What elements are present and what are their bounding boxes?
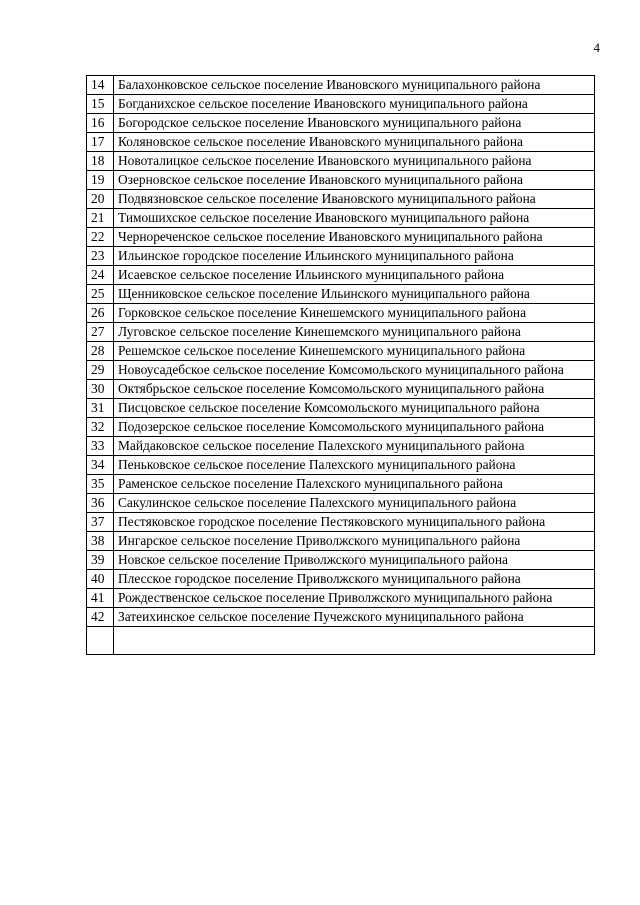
row-number: 40: [87, 570, 114, 589]
settlement-name: Плесское городское поселение Приволжского муниципального района: [114, 570, 595, 589]
table-row: [87, 285, 595, 304]
row-number: 31: [87, 399, 114, 418]
table-row: [87, 532, 595, 551]
settlement-name: Раменское сельское поселение Палехского муниципального района: [114, 475, 595, 494]
row-number: 28: [87, 342, 114, 361]
settlement-name: Новское сельское поселение Приволжского муниципального района: [114, 551, 595, 570]
settlement-name: Новоталицкое сельское поселение Ивановского муниципального района: [114, 152, 595, 171]
table-row: [87, 76, 595, 95]
row-number: 24: [87, 266, 114, 285]
settlement-name: Новоусадебское сельское поселение Комсомольского муниципального района: [114, 361, 595, 380]
settlement-name: Писцовское сельское поселение Комсомольского муниципального района: [114, 399, 595, 418]
empty-cell: [87, 627, 114, 655]
table-row: [87, 570, 595, 589]
table-row: [87, 380, 595, 399]
settlement-name: Ингарское сельское поселение Приволжского муниципального района: [114, 532, 595, 551]
table-row: [87, 133, 595, 152]
settlement-name: Тимошихское сельское поселение Ивановского муниципального района: [114, 209, 595, 228]
settlements-table-body: [87, 76, 595, 655]
settlement-name: Богородское сельское поселение Ивановского муниципального района: [114, 114, 595, 133]
table-row: [87, 114, 595, 133]
settlement-name: Пеньковское сельское поселение Палехского муниципального района: [114, 456, 595, 475]
empty-cell: [114, 627, 595, 655]
row-number: 33: [87, 437, 114, 456]
settlement-name: Озерновское сельское поселение Ивановского муниципального района: [114, 171, 595, 190]
page-number: 4: [593, 40, 600, 55]
row-number: 37: [87, 513, 114, 532]
row-number: 16: [87, 114, 114, 133]
table-row: [87, 266, 595, 285]
table-row: [87, 494, 595, 513]
row-number: 18: [87, 152, 114, 171]
row-number: 39: [87, 551, 114, 570]
row-number: 30: [87, 380, 114, 399]
settlement-name: Подвязновское сельское поселение Ивановского муниципального района: [114, 190, 595, 209]
settlement-name: Затеихинское сельское поселение Пучежского муниципального района: [114, 608, 595, 627]
settlement-name: Богданихское сельское поселение Ивановского муниципального района: [114, 95, 595, 114]
settlement-name: Октябрьское сельское поселение Комсомольского муниципального района: [114, 380, 595, 399]
table-row: [87, 209, 595, 228]
table-row: [87, 190, 595, 209]
row-number: 23: [87, 247, 114, 266]
row-number: 34: [87, 456, 114, 475]
row-number: 41: [87, 589, 114, 608]
table-row: [87, 513, 595, 532]
settlement-name: Коляновское сельское поселение Ивановского муниципального района: [114, 133, 595, 152]
table-row: [87, 342, 595, 361]
table-row: [87, 551, 595, 570]
table-row: [87, 399, 595, 418]
table-row: [87, 437, 595, 456]
settlement-name: Щенниковское сельское поселение Ильинского муниципального района: [114, 285, 595, 304]
settlement-name: Чернореченское сельское поселение Ивановского муниципального района: [114, 228, 595, 247]
table-row: [87, 228, 595, 247]
table-row: [87, 456, 595, 475]
settlement-name: Ильинское городское поселение Ильинского муниципального района: [114, 247, 595, 266]
settlement-name: Подозерское сельское поселение Комсомольского муниципального района: [114, 418, 595, 437]
row-number: 35: [87, 475, 114, 494]
row-number: 15: [87, 95, 114, 114]
row-number: 25: [87, 285, 114, 304]
row-number: 27: [87, 323, 114, 342]
empty-row: [87, 627, 595, 655]
settlement-name: Решемское сельское поселение Кинешемского муниципального района: [114, 342, 595, 361]
row-number: 36: [87, 494, 114, 513]
row-number: 42: [87, 608, 114, 627]
settlement-name: Горковское сельское поселение Кинешемского муниципального района: [114, 304, 595, 323]
settlement-name: Сакулинское сельское поселение Палехского муниципального района: [114, 494, 595, 513]
row-number: 32: [87, 418, 114, 437]
settlement-name: Балахонковское сельское поселение Ивановского муниципального района: [114, 76, 595, 95]
row-number: 29: [87, 361, 114, 380]
settlement-name: Пестяковское городское поселение Пестяковского муниципального района: [114, 513, 595, 532]
row-number: 26: [87, 304, 114, 323]
row-number: 22: [87, 228, 114, 247]
row-number: 20: [87, 190, 114, 209]
settlement-name: Майдаковское сельское поселение Палехского муниципального района: [114, 437, 595, 456]
table-row: [87, 361, 595, 380]
table-row: [87, 475, 595, 494]
row-number: 21: [87, 209, 114, 228]
table-row: [87, 304, 595, 323]
settlement-name: Исаевское сельское поселение Ильинского муниципального района: [114, 266, 595, 285]
table-row: [87, 323, 595, 342]
settlement-name: Рождественское сельское поселение Приволжского муниципального района: [114, 589, 595, 608]
table-row: [87, 95, 595, 114]
row-number: 17: [87, 133, 114, 152]
row-number: 38: [87, 532, 114, 551]
table-row: [87, 418, 595, 437]
table-row: [87, 247, 595, 266]
settlement-name: Луговское сельское поселение Кинешемского муниципального района: [114, 323, 595, 342]
row-number: 14: [87, 76, 114, 95]
table-row: [87, 152, 595, 171]
table-row: [87, 608, 595, 627]
row-number: 19: [87, 171, 114, 190]
settlements-table: [86, 75, 595, 655]
table-row: [87, 171, 595, 190]
table-row: [87, 589, 595, 608]
